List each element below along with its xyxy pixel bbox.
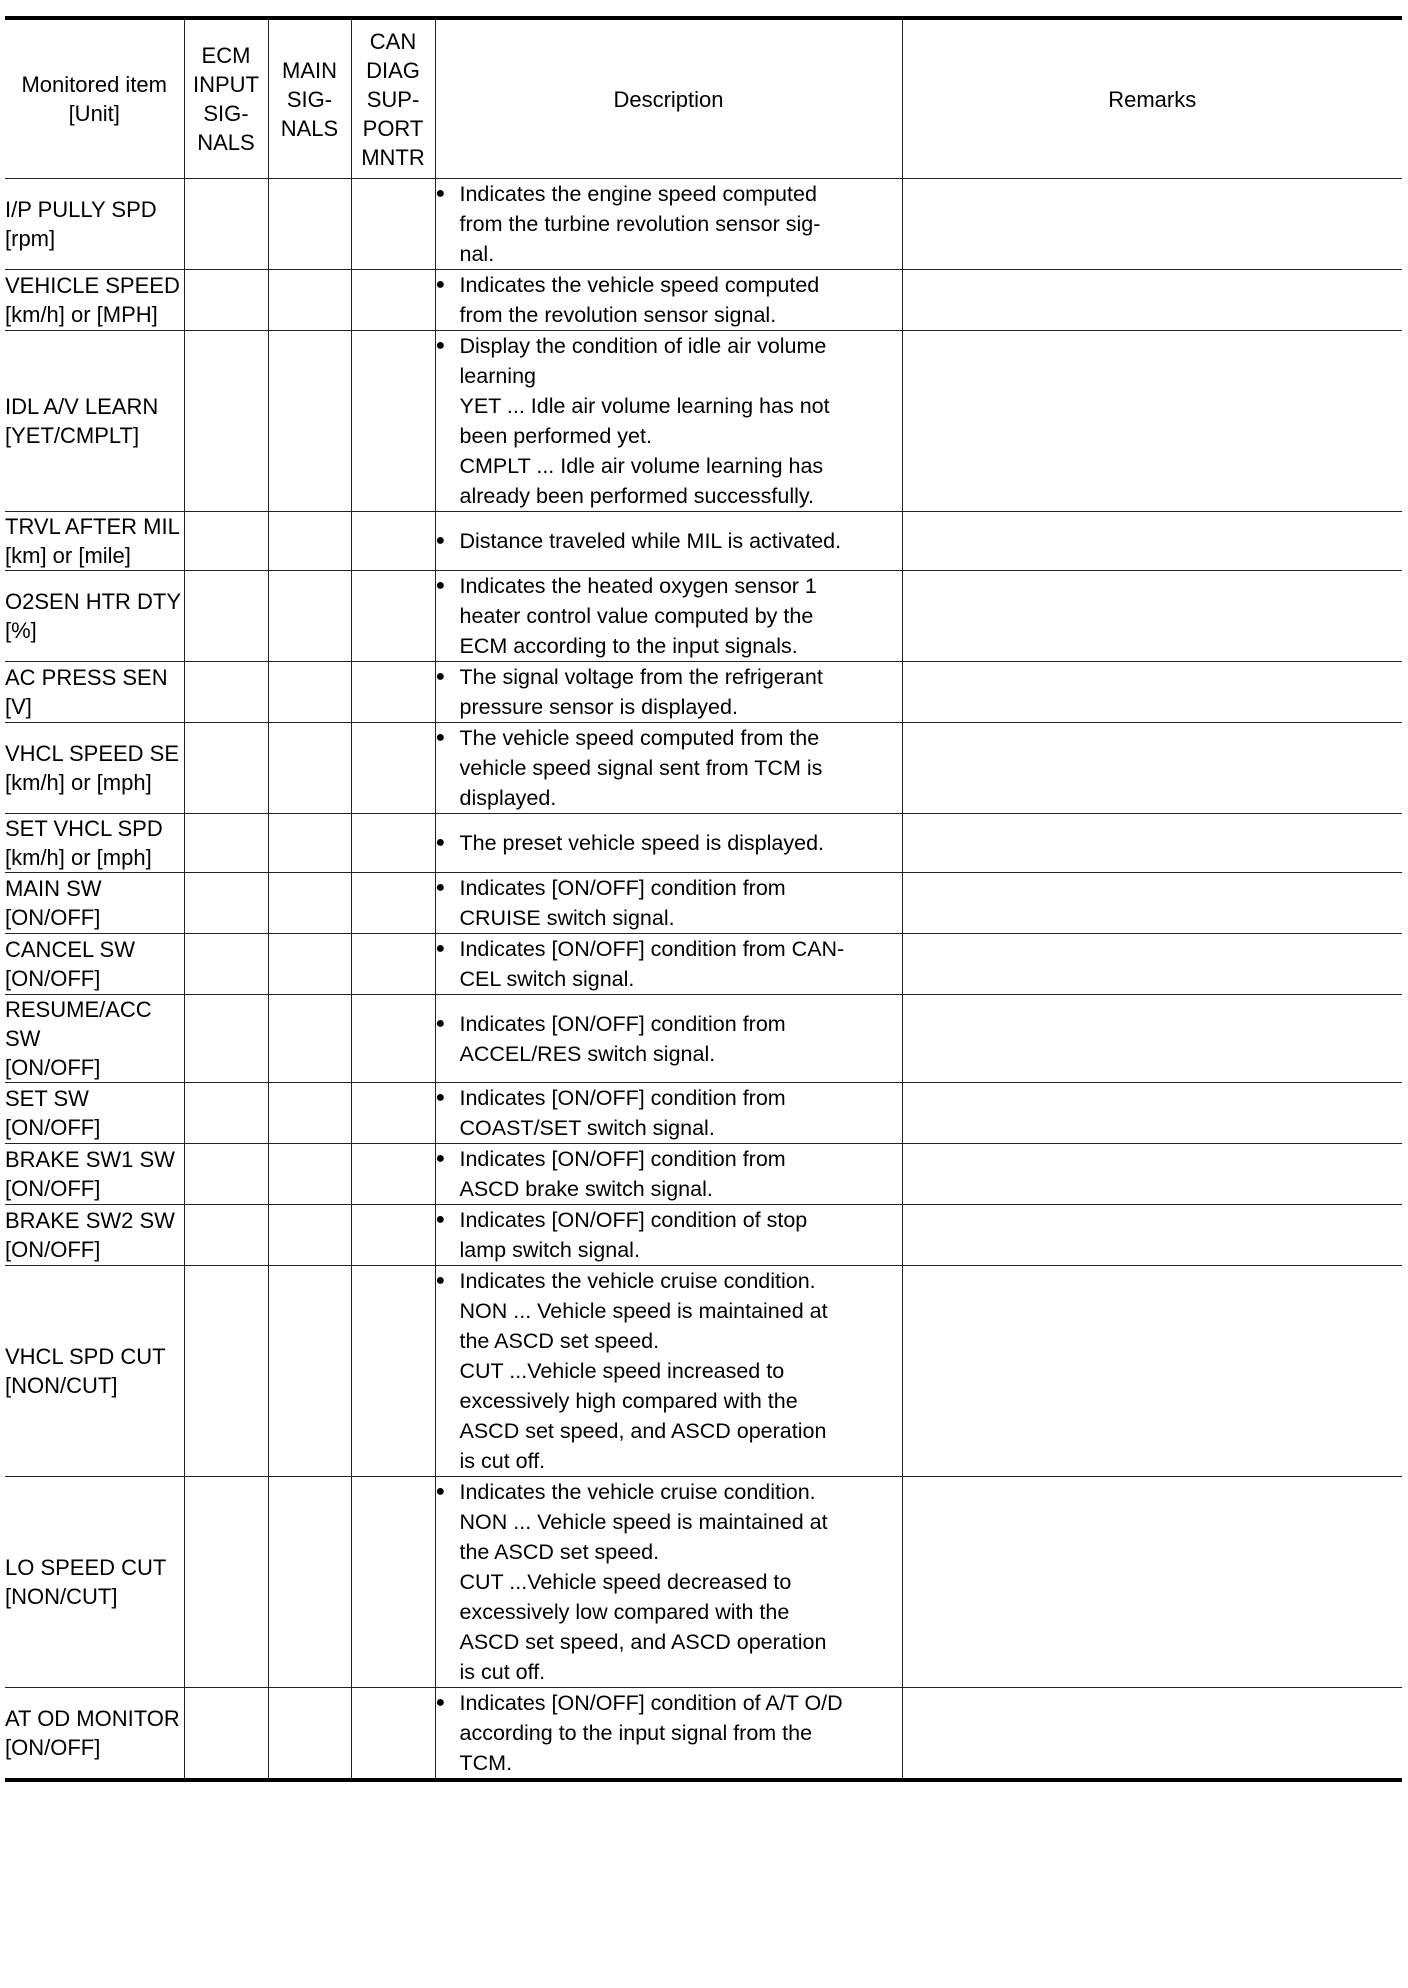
table-row	[5, 1266, 1402, 1477]
description-line: according to the input signal from the	[459, 1721, 813, 1745]
bullet-icon: ●	[435, 337, 446, 354]
table-row	[5, 814, 1402, 873]
can-diag-support-cell	[351, 873, 435, 934]
table-row	[5, 873, 1402, 934]
monitored-item-cell	[5, 1688, 184, 1781]
monitored-item-unit: [ON/OFF]	[5, 905, 101, 930]
description-line: vehicle speed signal sent from TCM is	[459, 756, 823, 780]
description-line: TCM.	[459, 1751, 513, 1775]
remarks-cell	[902, 873, 1402, 934]
bullet-icon: ●	[435, 1272, 446, 1289]
table-row	[5, 270, 1402, 331]
ecm-input-signals-cell	[184, 1688, 268, 1781]
main-signals-cell	[268, 662, 351, 723]
monitored-item-name: SET SW	[5, 1086, 89, 1111]
header-monitored-item: Monitored item [Unit]	[5, 18, 184, 179]
bullet-icon: ●	[435, 668, 446, 685]
table-row	[5, 179, 1402, 270]
description-line: is cut off.	[459, 1660, 546, 1684]
monitored-item-unit: [ON/OFF]	[5, 1115, 101, 1140]
monitored-item-name: TRVL AFTER MIL	[5, 514, 180, 539]
table-header-row	[5, 18, 1402, 179]
monitored-item-name: LO SPEED CUT	[5, 1555, 167, 1580]
description-cell	[435, 571, 902, 662]
monitored-item-unit: [V]	[5, 694, 32, 719]
description-line: Indicates [ON/OFF] condition from	[459, 1011, 786, 1036]
remarks-cell	[902, 1688, 1402, 1781]
bullet-icon: ●	[435, 1694, 446, 1711]
description-line: ASCD set speed, and ASCD operation	[459, 1630, 827, 1654]
main-signals-cell	[268, 1083, 351, 1144]
description-line: learning	[459, 364, 536, 388]
ecm-input-signals-cell	[184, 179, 268, 270]
monitored-item-unit: [km] or [mile]	[5, 543, 131, 568]
description-cell	[435, 331, 902, 512]
description-line: excessively low compared with the	[459, 1600, 790, 1624]
description-line: The signal voltage from the refrigerant	[459, 665, 823, 689]
monitored-item-cell	[5, 995, 184, 1083]
monitored-item-name: O2SEN HTR DTY	[5, 589, 182, 614]
description-line: is cut off.	[459, 1449, 546, 1473]
ecm-input-signals-cell	[184, 1266, 268, 1477]
main-signals-cell	[268, 1266, 351, 1477]
description-line: nal.	[459, 242, 495, 266]
ecm-input-signals-cell	[184, 1144, 268, 1205]
description-cell	[435, 873, 902, 934]
description-cell	[435, 814, 902, 873]
bullet-icon: ●	[435, 940, 446, 957]
ecm-input-signals-cell	[184, 1477, 268, 1688]
can-diag-support-cell	[351, 662, 435, 723]
description-cell	[435, 1144, 902, 1205]
can-diag-support-cell	[351, 1144, 435, 1205]
remarks-cell	[902, 934, 1402, 995]
bullet-icon: ●	[435, 1089, 446, 1106]
table-row	[5, 1688, 1402, 1781]
monitored-item-name: RESUME/ACC SW	[5, 997, 152, 1051]
description-cell	[435, 179, 902, 270]
description-line: COAST/SET switch signal.	[459, 1116, 715, 1140]
bullet-icon: ●	[435, 834, 446, 851]
monitored-item-name: VEHICLE SPEED	[5, 273, 180, 298]
ecm-input-signals-cell	[184, 873, 268, 934]
description-line: YET ... Idle air volume learning has not	[459, 394, 830, 418]
monitored-item-name: IDL A/V LEARN	[5, 394, 159, 419]
can-diag-support-cell	[351, 571, 435, 662]
description-line: Indicates [ON/OFF] condition from	[459, 1086, 786, 1110]
description-line: Indicates [ON/OFF] condition from	[459, 1147, 786, 1171]
header-remarks: Remarks	[902, 18, 1402, 179]
monitored-item-cell	[5, 512, 184, 571]
monitored-item-cell	[5, 179, 184, 270]
remarks-cell	[902, 179, 1402, 270]
remarks-cell	[902, 995, 1402, 1083]
bullet-icon: ●	[435, 276, 446, 293]
main-signals-cell	[268, 723, 351, 814]
main-signals-cell	[268, 814, 351, 873]
description-cell	[435, 662, 902, 723]
monitored-item-unit: [ON/OFF]	[5, 1237, 101, 1262]
monitored-item-name: AC PRESS SEN	[5, 665, 168, 690]
description-cell	[435, 995, 902, 1083]
bullet-icon: ●	[435, 1014, 446, 1032]
description-line: Indicates [ON/OFF] condition of stop	[459, 1208, 808, 1232]
main-signals-cell	[268, 1477, 351, 1688]
description-line: The preset vehicle speed is displayed.	[459, 831, 825, 855]
description-line: Indicates [ON/OFF] condition of A/T O/D	[459, 1691, 843, 1715]
can-diag-support-cell	[351, 1083, 435, 1144]
table-row	[5, 1083, 1402, 1144]
ecm-input-signals-cell	[184, 934, 268, 995]
main-signals-cell	[268, 512, 351, 571]
description-line: ACCEL/RES switch signal.	[459, 1041, 716, 1066]
description-line: the ASCD set speed.	[459, 1540, 660, 1564]
monitored-item-name: VHCL SPEED SE	[5, 741, 180, 766]
main-signals-cell	[268, 1205, 351, 1266]
description-line: from the turbine revolution sensor sig-	[459, 212, 821, 236]
description-cell	[435, 1083, 902, 1144]
monitored-item-cell	[5, 814, 184, 873]
can-diag-support-cell	[351, 1688, 435, 1781]
remarks-cell	[902, 1144, 1402, 1205]
description-cell	[435, 270, 902, 331]
ecm-input-signals-cell	[184, 814, 268, 873]
main-signals-cell	[268, 995, 351, 1083]
main-signals-cell	[268, 571, 351, 662]
description-line: been performed yet.	[459, 424, 652, 448]
description-line: CUT ...Vehicle speed increased to	[459, 1359, 785, 1383]
table-body	[5, 179, 1402, 1781]
description-line: Indicates the heated oxygen sensor 1	[459, 574, 817, 598]
monitored-item-cell	[5, 1083, 184, 1144]
monitored-item-name: I/P PULLY SPD	[5, 197, 157, 222]
monitored-item-cell	[5, 662, 184, 723]
remarks-cell	[902, 571, 1402, 662]
description-line: ECM according to the input signals.	[459, 634, 798, 658]
monitored-item-unit: [%]	[5, 618, 37, 643]
can-diag-support-cell	[351, 814, 435, 873]
monitored-item-unit: [NON/CUT]	[5, 1373, 118, 1398]
description-line: ASCD brake switch signal.	[459, 1177, 713, 1201]
remarks-cell	[902, 512, 1402, 571]
description-line: the ASCD set speed.	[459, 1329, 660, 1353]
description-line: already been performed successfully.	[459, 484, 815, 508]
monitored-item-unit: [ON/OFF]	[5, 966, 101, 991]
description-line: The vehicle speed computed from the	[459, 726, 820, 750]
header-main-signals: MAIN SIG- NALS	[268, 18, 351, 179]
main-signals-cell	[268, 270, 351, 331]
monitored-item-cell	[5, 1205, 184, 1266]
remarks-cell	[902, 1477, 1402, 1688]
ecm-input-signals-cell	[184, 512, 268, 571]
monitored-item-unit: [ON/OFF]	[5, 1055, 101, 1080]
monitored-item-name: BRAKE SW2 SW	[5, 1208, 175, 1233]
description-line: Indicates the engine speed computed	[459, 182, 817, 206]
can-diag-support-cell	[351, 179, 435, 270]
description-line: NON ... Vehicle speed is maintained at	[459, 1510, 828, 1534]
monitored-item-cell	[5, 1266, 184, 1477]
remarks-cell	[902, 270, 1402, 331]
ecm-input-signals-cell	[184, 662, 268, 723]
description-line: heater control value computed by the	[459, 604, 814, 628]
monitored-item-unit: [NON/CUT]	[5, 1584, 118, 1609]
monitored-item-cell	[5, 1477, 184, 1688]
table-row	[5, 723, 1402, 814]
table-row	[5, 512, 1402, 571]
bullet-icon: ●	[435, 577, 446, 594]
remarks-cell	[902, 662, 1402, 723]
description-line: pressure sensor is displayed.	[459, 695, 738, 719]
description-line: lamp switch signal.	[459, 1238, 640, 1262]
can-diag-support-cell	[351, 1205, 435, 1266]
ecm-input-signals-cell	[184, 723, 268, 814]
description-cell	[435, 934, 902, 995]
table-row	[5, 662, 1402, 723]
table-row	[5, 1205, 1402, 1266]
description-line: from the revolution sensor signal.	[459, 303, 777, 327]
header-description: Description	[435, 18, 902, 179]
ecm-input-signals-cell	[184, 1205, 268, 1266]
description-cell	[435, 1477, 902, 1688]
main-signals-cell	[268, 179, 351, 270]
can-diag-support-cell	[351, 1266, 435, 1477]
monitored-item-cell	[5, 331, 184, 512]
remarks-cell	[902, 814, 1402, 873]
monitored-item-name: CANCEL SW	[5, 937, 135, 962]
document-page	[5, 16, 1402, 1782]
table-row	[5, 1477, 1402, 1688]
monitored-item-unit: [rpm]	[5, 226, 56, 251]
table-row	[5, 571, 1402, 662]
description-line: CRUISE switch signal.	[459, 906, 675, 930]
monitored-item-unit: [km/h] or [MPH]	[5, 302, 158, 327]
description-line: CMPLT ... Idle air volume learning has	[459, 454, 824, 478]
description-line: CEL switch signal.	[459, 967, 635, 991]
monitored-item-unit: [YET/CMPLT]	[5, 423, 140, 448]
can-diag-support-cell	[351, 934, 435, 995]
bullet-icon: ●	[435, 729, 446, 746]
description-cell	[435, 1688, 902, 1781]
remarks-cell	[902, 1205, 1402, 1266]
description-cell	[435, 512, 902, 571]
can-diag-support-cell	[351, 723, 435, 814]
main-signals-cell	[268, 873, 351, 934]
main-signals-cell	[268, 934, 351, 995]
header-can-diag-support-mntr: CAN DIAG SUP- PORT MNTR	[351, 18, 435, 179]
ecm-input-signals-cell	[184, 331, 268, 512]
table-row	[5, 934, 1402, 995]
monitored-item-name: MAIN SW	[5, 876, 102, 901]
monitored-item-unit: [ON/OFF]	[5, 1735, 101, 1760]
main-signals-cell	[268, 1144, 351, 1205]
ecm-input-signals-cell	[184, 571, 268, 662]
monitored-item-cell	[5, 873, 184, 934]
description-line: Indicates the vehicle cruise condition.	[459, 1269, 816, 1293]
monitored-item-cell	[5, 1144, 184, 1205]
monitored-item-unit: [km/h] or [mph]	[5, 770, 152, 795]
remarks-cell	[902, 1083, 1402, 1144]
description-line: ASCD set speed, and ASCD operation	[459, 1419, 827, 1443]
description-line: NON ... Vehicle speed is maintained at	[459, 1299, 828, 1323]
monitored-item-cell	[5, 934, 184, 995]
bullet-icon: ●	[435, 1150, 446, 1167]
remarks-cell	[902, 331, 1402, 512]
monitored-item-cell	[5, 571, 184, 662]
table-row	[5, 995, 1402, 1083]
can-diag-support-cell	[351, 995, 435, 1083]
description-line: excessively high compared with the	[459, 1389, 798, 1413]
monitored-item-cell	[5, 723, 184, 814]
main-signals-cell	[268, 331, 351, 512]
description-line: Indicates [ON/OFF] condition from	[459, 876, 786, 900]
bullet-icon: ●	[435, 1211, 446, 1228]
bullet-icon: ●	[435, 1483, 446, 1500]
bullet-icon: ●	[435, 879, 446, 896]
bullet-icon: ●	[435, 185, 446, 202]
can-diag-support-cell	[351, 331, 435, 512]
monitored-item-cell	[5, 270, 184, 331]
monitored-item-unit: [ON/OFF]	[5, 1176, 101, 1201]
table-row	[5, 331, 1402, 512]
ecm-input-signals-cell	[184, 270, 268, 331]
ecm-input-signals-cell	[184, 995, 268, 1083]
table-row	[5, 1144, 1402, 1205]
monitored-item-name: VHCL SPD CUT	[5, 1344, 166, 1369]
description-line: Distance traveled while MIL is activated.	[459, 529, 842, 553]
bullet-icon: ●	[435, 532, 446, 549]
description-line: Indicates the vehicle speed computed	[459, 273, 820, 297]
can-diag-support-cell	[351, 270, 435, 331]
ecm-input-signals-cell	[184, 1083, 268, 1144]
description-cell	[435, 1266, 902, 1477]
description-line: Indicates [ON/OFF] condition from CAN-	[459, 937, 845, 961]
description-line: displayed.	[459, 786, 557, 810]
main-signals-cell	[268, 1688, 351, 1781]
can-diag-support-cell	[351, 1477, 435, 1688]
monitored-item-name: BRAKE SW1 SW	[5, 1147, 175, 1172]
monitored-item-name: AT OD MONITOR	[5, 1706, 180, 1731]
description-line: Indicates the vehicle cruise condition.	[459, 1480, 816, 1504]
remarks-cell	[902, 723, 1402, 814]
header-ecm-input-signals: ECM INPUT SIG- NALS	[184, 18, 268, 179]
monitored-item-name: SET VHCL SPD	[5, 816, 163, 841]
monitored-item-unit: [km/h] or [mph]	[5, 845, 152, 870]
can-diag-support-cell	[351, 512, 435, 571]
description-cell	[435, 1205, 902, 1266]
data-monitor-table	[5, 16, 1402, 1782]
description-cell	[435, 723, 902, 814]
description-line: Display the condition of idle air volume	[459, 334, 827, 358]
description-line: CUT ...Vehicle speed decreased to	[459, 1570, 792, 1594]
remarks-cell	[902, 1266, 1402, 1477]
